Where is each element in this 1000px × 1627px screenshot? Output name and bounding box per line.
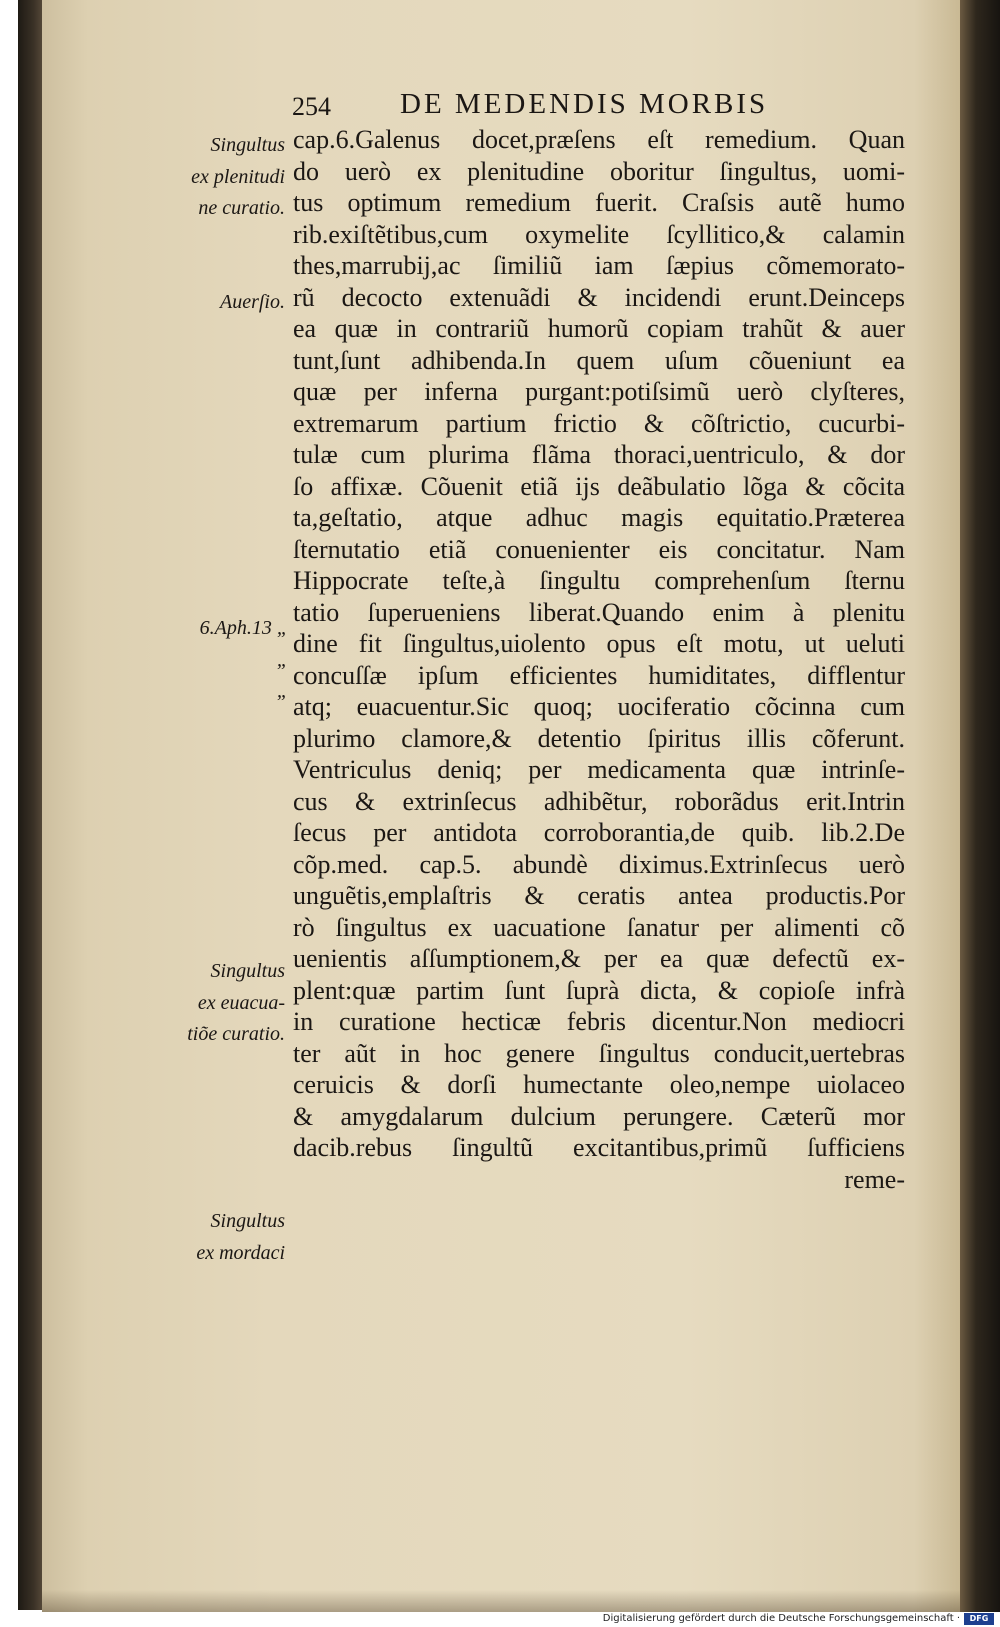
text-line: unguẽtis,emplaſtris & ceratis antea productis.Por <box>293 881 905 910</box>
margin-note-singultus-euacuatione <box>187 956 285 1051</box>
margin-note-line: ex plenitudi <box>191 165 285 188</box>
text-line: tus optimum remedium fuerit. Craſsis autẽ humo <box>293 188 905 217</box>
text-line: cap.6.Galenus docet,præſens eſt remedium. Quan <box>293 125 905 154</box>
text-line: cus & extrinſecus adhibẽtur, roborãdus erit.Intrin <box>293 786 905 816</box>
dfg-logo: DFG <box>964 1613 994 1625</box>
text-line: ſo affixæ. Cõuenit etiã ijs deãbulatio lõga & cõcita <box>293 471 905 501</box>
text-line: uenientis aſſumptionem,& per ea quæ defectũ ex- <box>293 944 905 973</box>
text-line: tatio ſuperueniens liberat.Quando enim à plenitu <box>293 597 905 627</box>
margin-note-line: 6.Aph.13 „ <box>199 617 288 639</box>
book-left-edge <box>18 0 44 1610</box>
margin-note-line: Auerſio. <box>220 291 285 313</box>
text-line: dine fit ſingultus,uiolento opus eſt motu, ut ueluti <box>293 629 905 658</box>
text-line: ſecus per antidota corroborantia,de quib. lib.2.De <box>293 818 905 847</box>
body-text-column <box>293 124 905 1195</box>
page-number: 254 <box>292 92 331 121</box>
book-spine <box>960 0 1000 1612</box>
margin-note-line: „ <box>276 648 288 671</box>
text-line: ter aũt in hoc genere ſingultus conducit,uertebras <box>293 1038 905 1068</box>
margin-note-singultus-plenitudine <box>191 130 285 225</box>
text-line: ſternutatio etiã conuenienter eis concitatur. Nam <box>293 534 905 564</box>
text-line: plent:quæ partim ſunt ſuprà dicta, & copioſe infrà <box>293 975 905 1005</box>
margin-note-auersio <box>220 287 285 319</box>
text-line: rũ decocto extenuãdi & incidendi erunt.Deinceps <box>293 282 905 312</box>
running-head <box>292 88 852 124</box>
text-line: ceruicis & dorſi humectante oleo,nempe uiolaceo <box>293 1070 905 1099</box>
margin-note-aphorism <box>200 613 288 708</box>
text-line: extremarum partium frictio & cõſtrictio, cucurbi- <box>293 408 905 438</box>
text-line: tulæ cum plurima flãma thoraci,uentriculo, & dor <box>293 440 905 469</box>
text-line: cõp.med. cap.5. abundè diximus.Extrinſecus uerò <box>293 849 905 879</box>
text-line: concuſſæ ipſum efficientes humiditates, difflentur <box>293 660 905 690</box>
text-line: quæ per inferna purgant:potiſsimũ uerò clyſteres, <box>293 377 905 406</box>
text-line: rib.exiſtẽtibus,cum oxymelite ſcyllitico,& calamin <box>293 219 905 249</box>
running-head-title: DE MEDENDIS MORBIS <box>400 88 769 120</box>
margin-note-line: ne curatio. <box>198 197 285 219</box>
margin-note-line: ex mordaci <box>196 1241 285 1264</box>
text-line: reme- <box>844 1164 905 1194</box>
text-line: thes,marrubij,ac ſimiliũ iam ſæpius cõmemorato- <box>293 251 905 280</box>
text-line: plurimo clamore,& detentio ſpiritus illis cõferunt. <box>293 723 905 753</box>
margin-note-singultus-mordaci <box>196 1206 285 1269</box>
margin-note-line: ex euacua- <box>197 991 285 1014</box>
funding-credit: Digitalisierung gefördert durch die Deutsche Forschungsgemeinschaft · <box>602 1613 960 1624</box>
margin-note-line: tiõe curatio. <box>187 1023 285 1045</box>
text-line: dacib.rebus ſingultũ excitantibus,primũ ſufficiens <box>293 1133 905 1162</box>
text-line: tunt,ſunt adhibenda.In quem uſum cõueniunt ea <box>293 345 905 375</box>
page-bottom-shadow <box>42 1590 960 1612</box>
text-line: ta,geſtatio, atque adhuc magis equitatio.Præterea <box>293 503 905 532</box>
margin-note-line: Singultus <box>210 134 285 156</box>
text-line: ea quæ in contrariũ humorũ copiam trahũt & auer <box>293 314 905 343</box>
text-line: rò ſingultus ex uacuatione ſanatur per alimenti cõ <box>293 912 905 942</box>
text-line: & amygdalarum dulcium perungere. Cæterũ mor <box>293 1101 905 1131</box>
text-line: in curatione hecticæ febris dicentur.Non mediocri <box>293 1007 905 1036</box>
margin-note-line: „ <box>276 680 288 702</box>
margin-note-line: Singultus <box>210 960 285 982</box>
text-line: Hippocrate teſte,à ſingultu comprehenſum ſternu <box>293 566 905 595</box>
text-line: Ventriculus deniq; per medicamenta quæ intrinſe- <box>293 755 905 784</box>
text-line: atq; euacuentur.Sic quoq; uociferatio cõcinna cum <box>293 692 905 721</box>
margin-note-line: Singultus <box>210 1210 285 1232</box>
text-line: do uerò ex plenitudine oboritur ſingultus, uomi- <box>293 156 905 186</box>
